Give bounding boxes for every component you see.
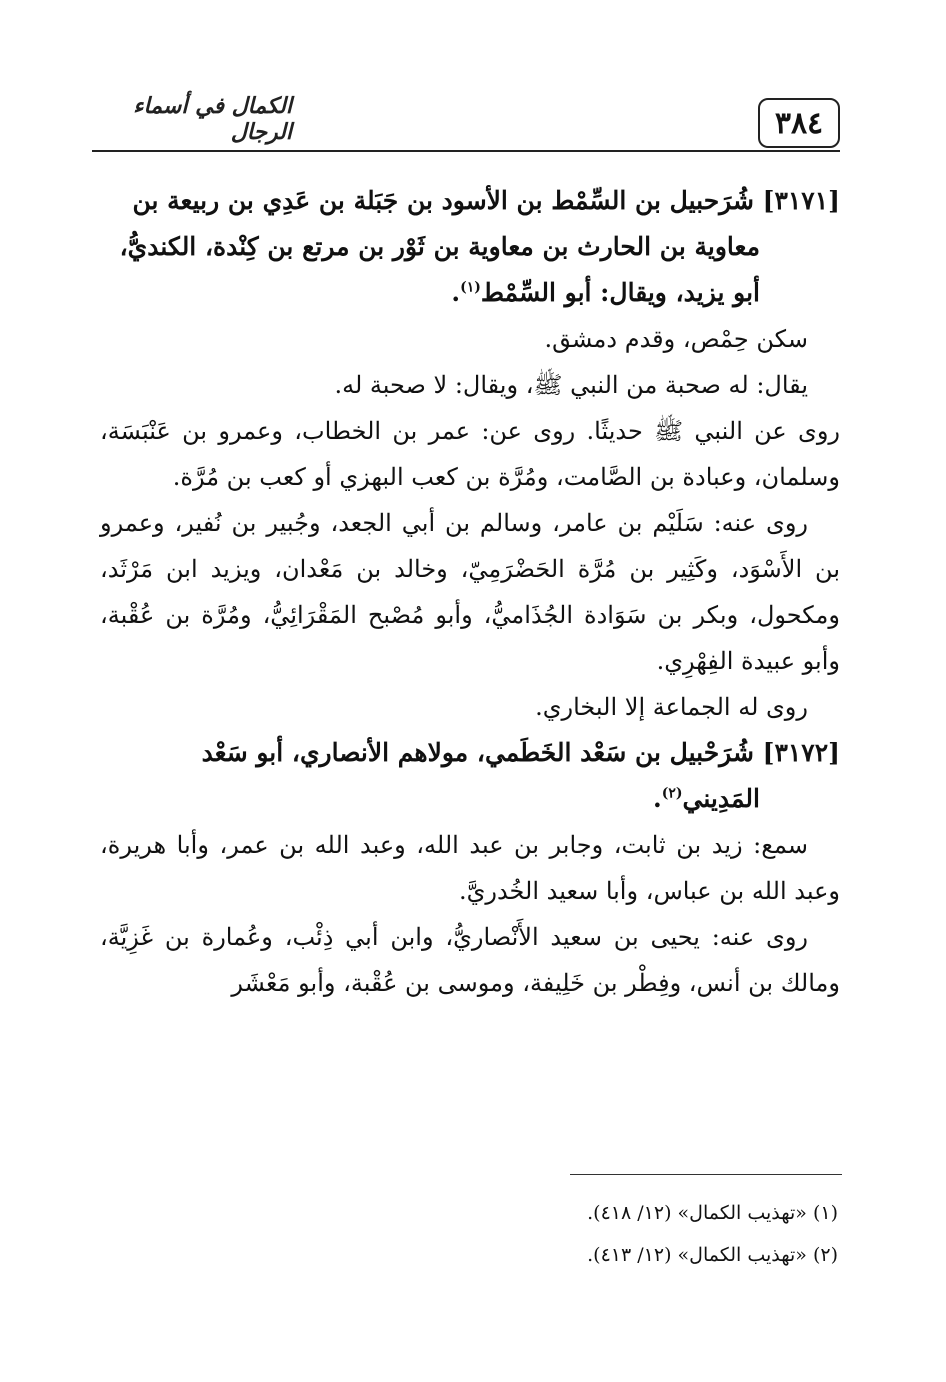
footnote-divider — [570, 1174, 842, 1175]
entry-heading-3172: [٣١٧٢] شُرَحْبيل بن سَعْد الخَطَمي، مولاهم الأنصاري، أبو سَعْد — [201, 738, 840, 767]
paragraph: سمع: زيد بن ثابت، وجابر بن عبد الله، وعبد الله بن عمر، وأبا هريرة، وعبد الله بن عباس، وأبا سعيد الخُدريَّ. — [100, 831, 840, 905]
entry-head-main: [٣١٧١] شُرَحبيل بن السِّمْط بن الأسود بن جَبَلة بن عَدِي بن ربيعة بن — [132, 186, 840, 215]
entry-heading-last: أبو يزيد، ويقال: أبو السِّمْط$^{(١)}$. — [451, 278, 760, 307]
page-header — [92, 92, 840, 150]
footnote-2: (٢) «تهذيب الكمال» (١٢/ ٤١٣). — [587, 1244, 838, 1266]
paragraph: روى عنه: يحيى بن سعيد الأَنْصاريُّ، وابن أبي ذِئْب، وعُمارة بن غَزِيَّة، ومالك بن أنس، وفِطْر بن خَلِيفة، وموسى بن عُقْبة، وأبو مَعْشَر — [100, 923, 840, 997]
page-number: ٣٨٤ — [758, 98, 840, 148]
footnote-ref-1: (١) — [460, 279, 481, 296]
paragraph: روى له الجماعة إلا البخاري. — [535, 693, 808, 721]
paragraph: روى عنه: سَلَيْم بن عامر، وسالم بن أبي الجعد، وجُبير بن نُفير، وعمرو بن الأَسْوَد، وكَثِير بن مُرَّة الحَضْرَمِيّ، وخالد بن مَعْدان، ويزيد ابن مَرْثَد، ومكحول، وبكر بن سَوَادة الجُذَاميُّ، وأبو مُصْبح المَقْرَائِيُّ، ومُرَّة بن عُقْبة، وأبو عبيدة الفِهْرِي. — [100, 509, 840, 675]
footnote-ref-2: (٢) — [661, 785, 683, 802]
footnotes — [100, 1192, 838, 1276]
paragraph: سكن حِمْص، وقدم دمشق. — [544, 325, 808, 353]
header-divider — [92, 150, 840, 152]
book-title-calligraphy: الكمال في أسماء الرجال — [133, 93, 292, 145]
entry-heading-last: المَدِيني$^{(٢)}$. — [653, 784, 760, 813]
main-text — [100, 178, 840, 1006]
entry-heading-3171 — [100, 178, 840, 224]
entry-heading-cont: معاوية بن الحارث بن معاوية بن ثَوْر بن مرتع بن كِنْدة، الكنديُّ، — [119, 232, 760, 261]
footnote-1: (١) «تهذيب الكمال» (١٢/ ٤١٨). — [587, 1202, 838, 1224]
paragraph: يقال: له صحبة من النبي ﷺ، ويقال: لا صحبة له. — [334, 371, 808, 399]
paragraph: روى عن النبي ﷺ حديثًا. روى عن: عمر بن الخطاب، وعمرو بن عَنْبَسَة، وسلمان، وعبادة بن الصَّامت، ومُرَّة بن كعب البهزي أو كعب بن مُرَّة. — [100, 417, 840, 491]
